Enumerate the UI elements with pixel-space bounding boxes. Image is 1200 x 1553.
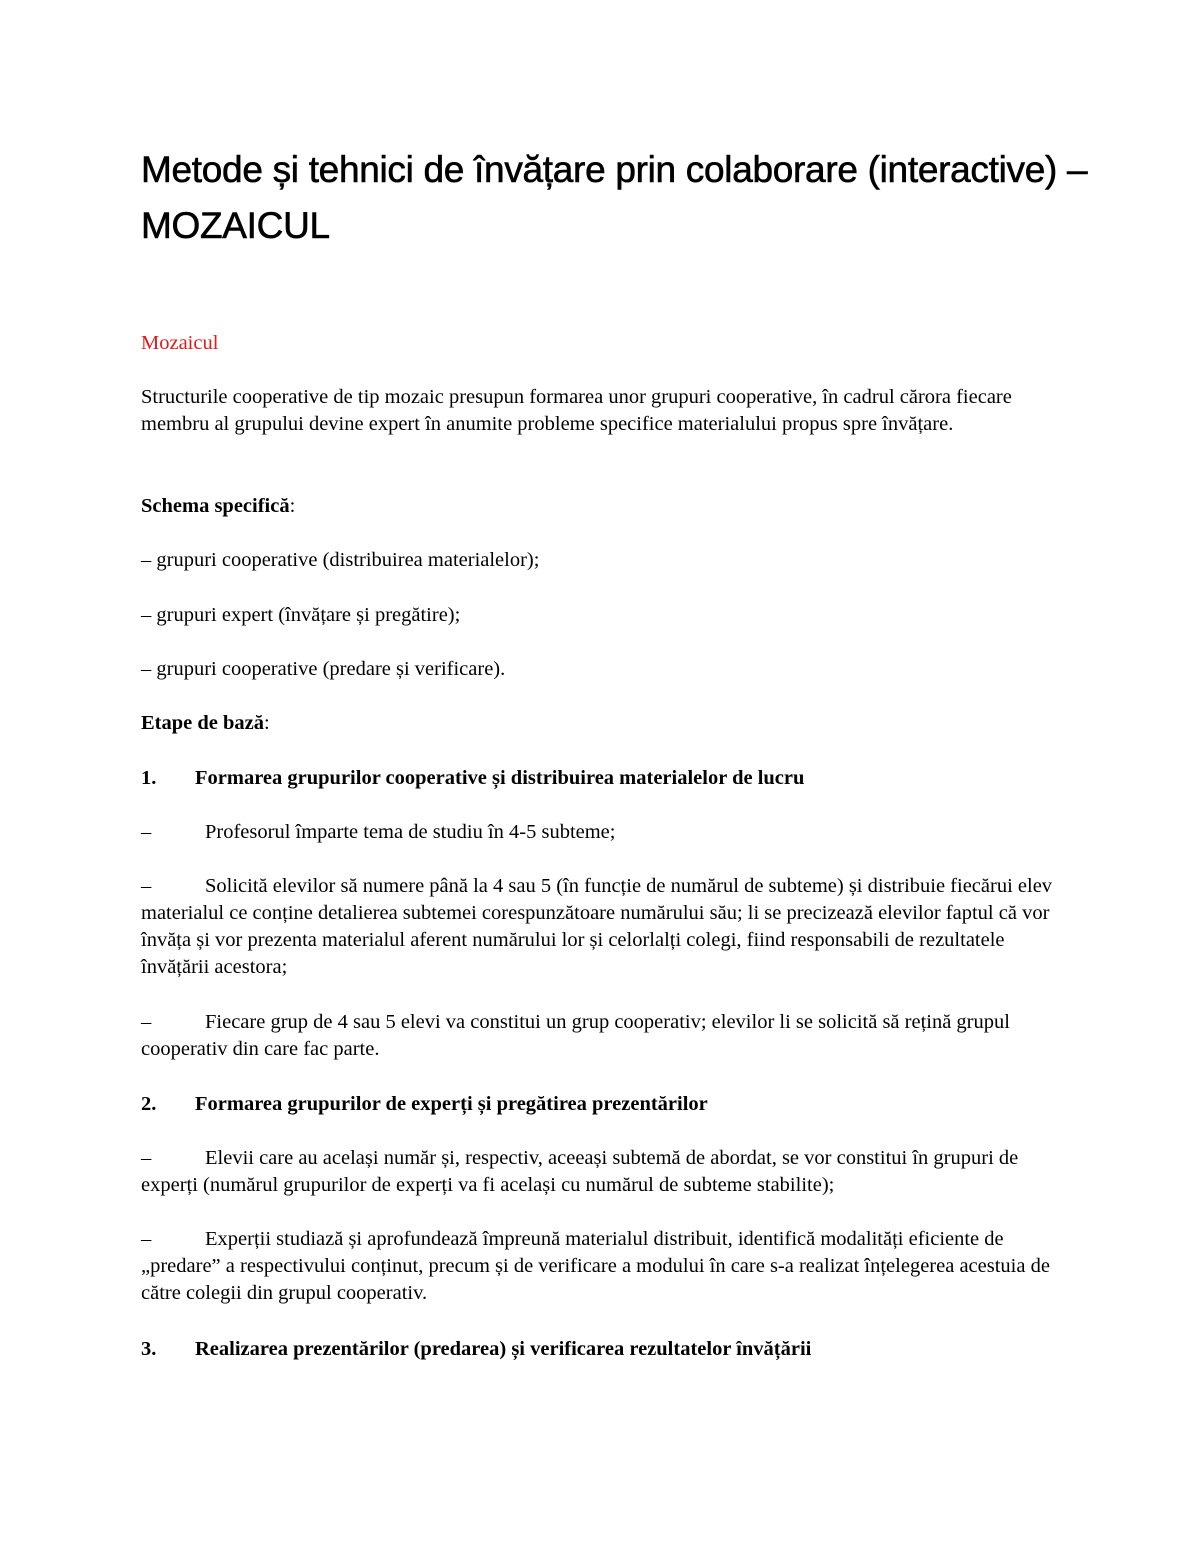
step-bullet	[141, 1226, 1071, 1307]
step-bullet	[141, 1145, 1071, 1199]
step-heading-1	[141, 765, 1071, 792]
bullet-text: Profesorul împarte tema de studiu în 4-5 subteme;	[205, 821, 616, 843]
etape-heading	[141, 710, 1071, 737]
bullet-marker: –	[141, 821, 152, 843]
bullet-text: Fiecare grup de 4 sau 5 elevi va constitui un grup cooperativ; elevilor li se solicită să rețină grupul cooperativ din care fac parte.	[141, 1011, 1010, 1060]
step-heading-text: Formarea grupurilor cooperative și distribuirea materialelor de lucru	[195, 767, 805, 789]
bullet-text: Experții studiază și aprofundează împreună materialul distribuit, identifică modalități eficiente de „predare” a respectivului conținut, precum și de verificare a modului în care s-a realizat înțelegerea acestuia de către colegii din grupul cooperativ.	[141, 1228, 1050, 1304]
bullet-marker: –	[141, 1228, 152, 1250]
schema-item: – grupuri expert (învățare și pregătire);	[141, 604, 461, 626]
etape-colon: :	[264, 712, 270, 734]
step-number: 1.	[141, 767, 157, 789]
step-number: 3.	[141, 1338, 157, 1360]
schema-heading	[141, 493, 1071, 520]
bullet-text: Elevii care au același număr și, respectiv, aceeași subtemă de abordat, se vor constitui în grupuri de experți (numărul grupurilor de experți va fi același cu numărul de subteme stabilite);	[141, 1147, 1019, 1196]
schema-label: Schema specifică	[141, 495, 290, 517]
bullet-marker: –	[141, 1147, 152, 1169]
bullet-text: Solicită elevilor să numere până la 4 sau 5 (în funcție de numărul de subteme) și distribuie fiecărui elev materialul ce conține detalierea subtemei corespunzătoare numărului său; li se precizează elevilor faptul că vor învăța și vor prezenta materialul aferent numărului lor și celorlalți colegi, fiind responsabili de rezultatele învățării acestora;	[141, 875, 1053, 978]
section-heading: Mozaicul	[141, 332, 219, 354]
step-bullet	[141, 819, 1071, 846]
intro-paragraph: Structurile cooperative de tip mozaic presupun formarea unor grupuri cooperative, în cadrul cărora fiecare membru al grupului devine expert în anumite probleme specifice materialului propus spre învățare.	[141, 386, 1012, 435]
step-bullet	[141, 1009, 1071, 1063]
step-heading-text: Formarea grupurilor de experți și pregătirea prezentărilor	[195, 1093, 708, 1115]
schema-item: – grupuri cooperative (predare și verificare).	[141, 658, 506, 680]
step-heading-text: Realizarea prezentărilor (predarea) și verificarea rezultatelor învățării	[195, 1338, 812, 1360]
bullet-marker: –	[141, 875, 152, 897]
step-heading-2	[141, 1091, 1071, 1118]
step-bullet	[141, 873, 1071, 981]
step-heading-3	[141, 1336, 1071, 1363]
schema-item: – grupuri cooperative (distribuirea materialelor);	[141, 549, 540, 571]
etape-label: Etape de bază	[141, 712, 264, 734]
bullet-marker: –	[141, 1011, 152, 1033]
step-number: 2.	[141, 1093, 157, 1115]
page-title: Metode și tehnici de învățare prin colaborare (interactive) – MOZAICUL	[141, 149, 1088, 246]
schema-colon: :	[289, 495, 296, 517]
